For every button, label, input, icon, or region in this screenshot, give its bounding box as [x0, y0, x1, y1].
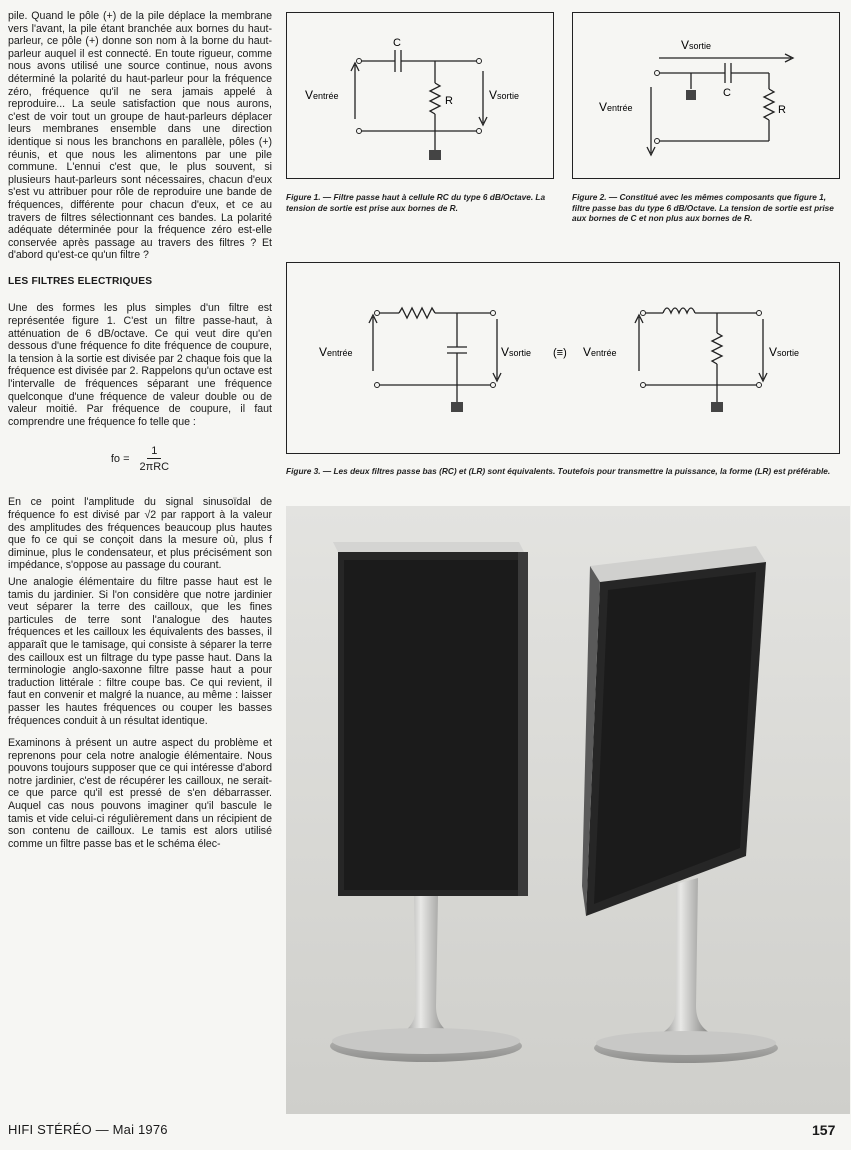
figure1-circuit — [287, 13, 553, 178]
v-in-label: Ventrée — [305, 88, 339, 102]
formula-numerator: 1 — [147, 444, 161, 459]
page-number: 157 — [812, 1122, 836, 1138]
formula-lhs: fo = — [110, 453, 130, 466]
v-out-label: Vsortie — [681, 38, 712, 52]
figure2-circuit — [573, 13, 839, 178]
speakers-image — [286, 506, 850, 1114]
capacitor-label: C — [393, 37, 401, 49]
paragraph-filter-definition: Une des formes les plus simples d'un filtre est représentée figure 1. C'est un filtre passe-haut, à atténuation de 6 dB/octave. Ce qui veut dire qu'en dessous d'une fréquence fo dite fréquence de coupure, la tension à la sortie est divisée par 2 chaque fois que la fréquence est divisée par 2. Rappelons qu'un octave est l'intervalle de fréquences séparant une fréquence quelconque d'une fréquence de valeur double ou de valeur moitié. Par fréquence de coupure, il faut comprendre une fréquence fo telle que : — [8, 302, 272, 428]
resistor-label: R — [445, 95, 453, 107]
cutoff-formula — [8, 444, 272, 474]
paragraph-low-pass: Examinons à présent un autre aspect du problème et reprenons pour cela notre analogie élémentaire. Nous pouvons toujours supposer que ce qui intéresse d'abord notre jardinier, c'est de récupérer les cailloux, ne serait-ce que parce qu'il est pressé de s'en débarrasser. Auquel cas nous pouvons imaginer qu'il bascule le tamis et vide celui-ci régulièrement dans un récipient de son contenu de cailloux. Le tamis est alors utilisé comme un filtre passe bas et le schéma élec- — [8, 737, 272, 850]
resistor-label: R — [778, 104, 786, 116]
paragraph-sieve-analogy: Une analogie élémentaire du filtre passe haut est le tamis du jardinier. Si l'on considère que notre jardinier veut séparer la terre des cailloux, que les fines particules de terre sont l'analogue des hautes fréquences et les cailloux les équivalents des basses, il apparaît que le tamisage, qui consiste à séparer la terre des cailloux est un filtrage du type passe haut. Dans la terminologie anglo-saxonne filtre passe haut a pour traduction littérale : filtre coupe bas. Ce qui revient, il faut en convenir et malgré la nuance, au même : laisser passer les hautes fréquences ou couper les basses fréquences conduit à un résultat identique. — [8, 575, 272, 727]
v-out-label-rc: Vsortie — [501, 345, 532, 359]
figure3-caption: Figure 3. — Les deux filtres passe bas (RC) et (LR) sont équivalents. Toutefois pour transmettre la puissance, la forme (LR) est préférable. — [286, 466, 831, 476]
figure1-diagram — [286, 12, 554, 179]
figure3-diagram — [286, 262, 840, 454]
figure2-caption: Figure 2. — Constitué avec les mêmes composants que figure 1, filtre passe bas du type 6 dB/Octave. La tension de sortie est prise aux bornes de C et non plus aux bornes de R. — [572, 192, 834, 223]
equivalence-symbol: (≡) — [553, 347, 567, 359]
publication-footer: HIFI STÉRÉO — Mai 1976 — [8, 1122, 168, 1137]
figure1-caption: Figure 1. — Filtre passe haut à cellule RC du type 6 dB/Octave. La tension de sortie est prise aux bornes de R. — [286, 192, 546, 213]
formula-denominator: 2πRC — [139, 461, 170, 474]
figure2-diagram — [572, 12, 840, 179]
v-out-label: Vsortie — [489, 88, 520, 102]
speaker-photo — [286, 506, 850, 1114]
article-column — [8, 10, 272, 854]
paragraph-polarity: pile. Quand le pôle (+) de la pile déplace la membrane vers l'avant, la pile étant branchée aux bornes du haut-parleur, ce pôle (+) donne son nom à la borne du haut-parleur auquel il est connecté. En toute rigueur, comme nous avons utilisé une source continue, nous avons déterminé la polarité du haut-parleur pour la fréquence zéro, fréquence qu'il ne sera jamais appelé à reproduire... La seule satisfaction que nous aurons, c'est de voir tout un groupe de haut-parleurs déplacer leurs membranes ensemble dans une direction identique si nous les branchons en parallèle, pôles (+) réunis, et que nous les alimentons par une pile commune. L'ennui c'est que, le plus souvent, si plusieurs haut-parleurs sont nécessaires, chacun d'eux s'est vu attribuer pour rôle de reproduire une bande de fréquences, différente pour chacun d'eux, et ce au travers de filtres sélectionnant ces bandes. La polarité adéquate déterminée pour la fréquence zéro est-elle conservée après passage au travers des filtres ? Et d'abord qu'est-ce qu'un filtre ? — [8, 10, 272, 262]
v-in-label-rc: Ventrée — [319, 345, 353, 359]
v-out-label-lr: Vsortie — [769, 345, 800, 359]
paragraph-amplitude: En ce point l'amplitude du signal sinusoïdal de fréquence fo est divisé par √2 par rapport à la valeur des amplitudes des fréquences beaucoup plus hautes que fo ce qui se conçoit dans la mesure où, plus f diminue, plus le condensateur, et plus précisément son impédance, s'oppose au passage du courant. — [8, 496, 272, 572]
v-in-label-lr: Ventrée — [583, 345, 617, 359]
v-in-label: Ventrée — [599, 100, 633, 114]
section-heading: LES FILTRES ELECTRIQUES — [8, 275, 153, 287]
formula-fraction — [140, 444, 170, 474]
figure3-circuit — [287, 263, 839, 453]
capacitor-label: C — [723, 87, 731, 99]
